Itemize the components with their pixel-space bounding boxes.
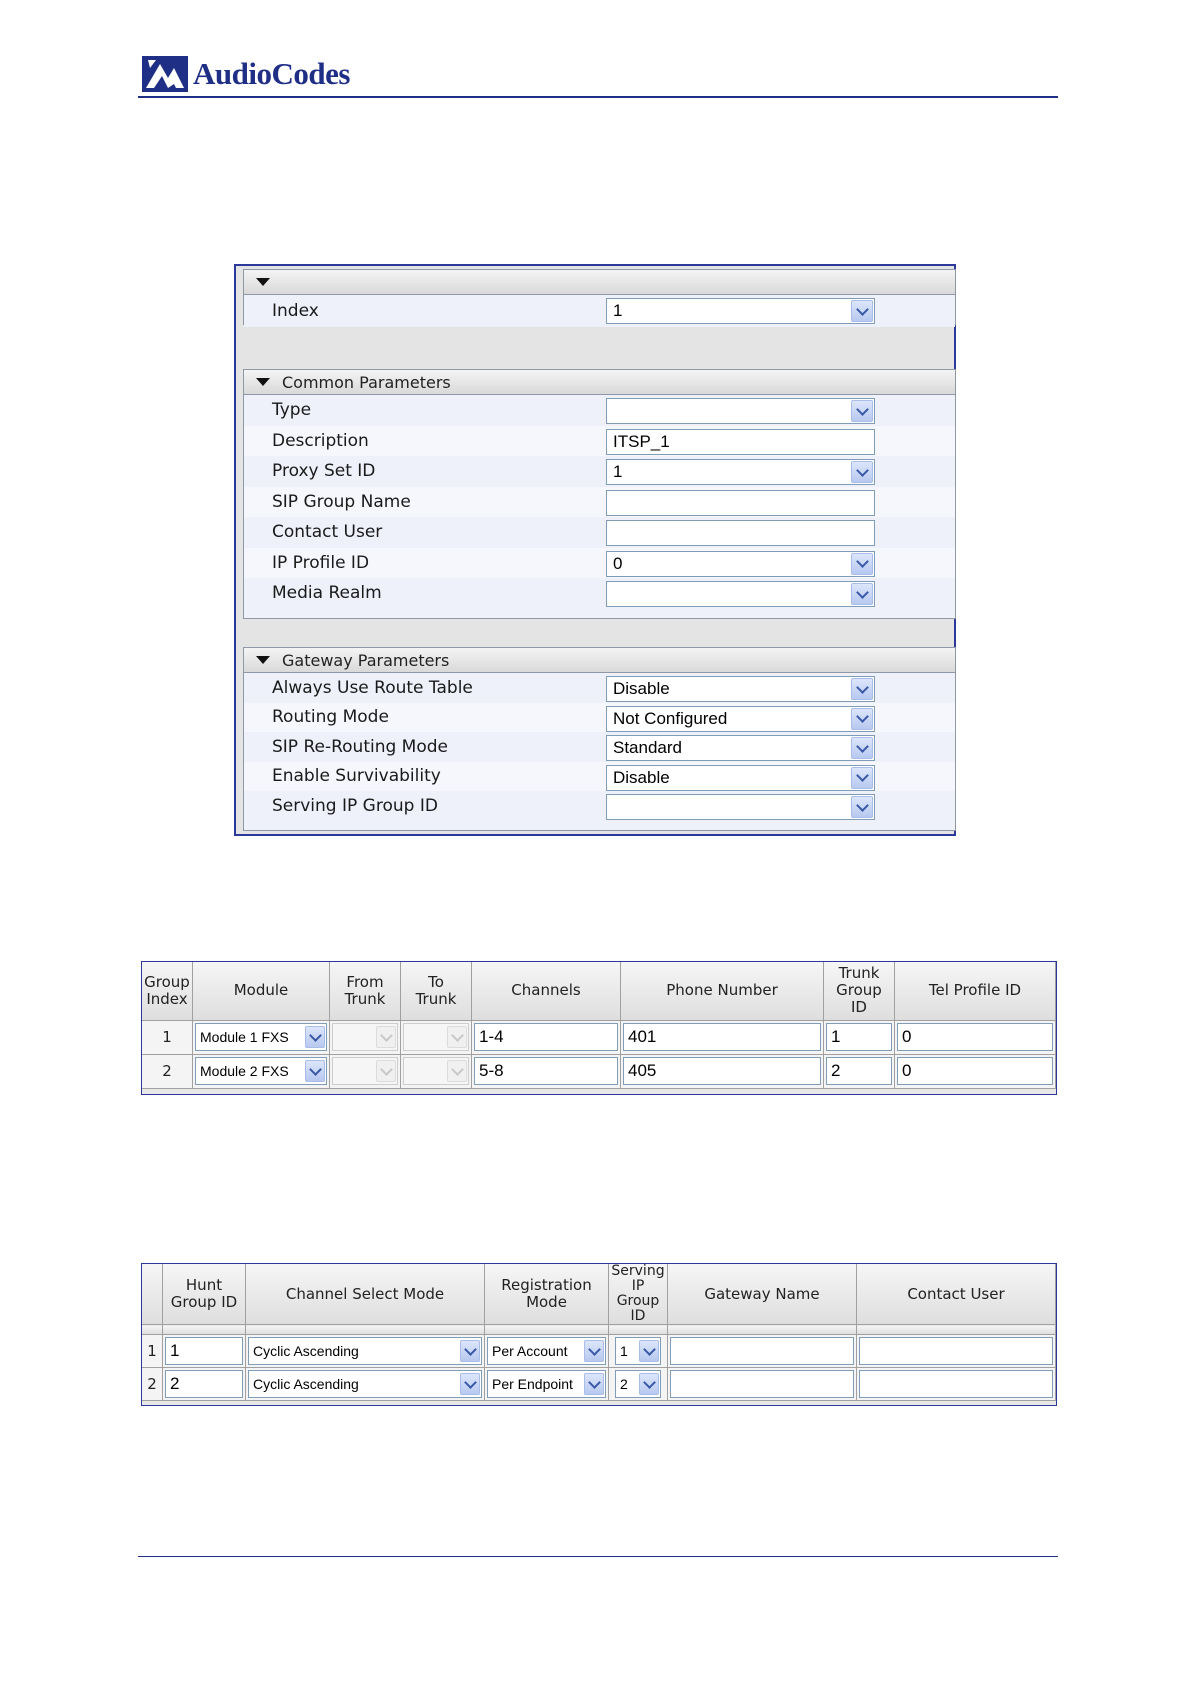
index-select[interactable]: 1 (606, 298, 875, 324)
chevron-down-icon[interactable] (639, 1373, 659, 1395)
contact-user-label: Contact User (272, 522, 383, 543)
collapse-arrow-icon[interactable] (256, 378, 270, 386)
serving-ip-group-select[interactable]: 2 (615, 1370, 661, 1398)
gateway-name-input[interactable] (670, 1370, 854, 1398)
col-registration-mode: Registration Mode (485, 1264, 609, 1325)
brand-name: AudioCodes (193, 56, 350, 91)
col-trunk-group-id: Trunk Group ID (824, 962, 895, 1020)
common-parameters-title: Common Parameters (282, 372, 451, 392)
channel-select-mode-select[interactable]: Cyclic Ascending (248, 1370, 482, 1398)
ip-profile-id-select[interactable]: 0 (606, 551, 875, 577)
contact-user-input[interactable] (859, 1337, 1053, 1365)
proxy-set-id-select[interactable]: 1 (606, 459, 875, 485)
chevron-down-icon[interactable] (305, 1026, 325, 1048)
col-phone-number: Phone Number (621, 962, 824, 1020)
audiocodes-logo-icon (140, 54, 190, 94)
channels-input[interactable]: 5-8 (474, 1057, 618, 1085)
from-trunk-select[interactable] (332, 1057, 398, 1085)
row-number-cell: 1 (142, 1335, 163, 1368)
sip-re-routing-mode-label: SIP Re-Routing Mode (272, 736, 449, 757)
form-row-serving-ip-group-id (244, 791, 955, 821)
ip-group-form-panel (234, 264, 956, 836)
chevron-down-icon[interactable] (851, 400, 873, 422)
common-parameters-header[interactable] (244, 370, 955, 395)
col-serving-ip-group-id: Serving IP Group ID (609, 1264, 668, 1325)
chevron-down-icon[interactable] (851, 300, 873, 322)
form-row-always-use-route-table (244, 673, 955, 703)
footer-rule (138, 1556, 1058, 1557)
form-row-description (244, 426, 955, 457)
tel-profile-id-input[interactable]: 0 (897, 1023, 1053, 1051)
form-row-routing-mode (244, 703, 955, 733)
sip-group-name-label: SIP Group Name (272, 491, 411, 512)
form-row-index (244, 295, 955, 327)
hunt-group-table (141, 1263, 1057, 1406)
description-label: Description (272, 430, 369, 451)
col-module: Module (193, 962, 330, 1020)
enable-survivability-label: Enable Survivability (272, 766, 441, 787)
col-to-trunk: To Trunk (401, 962, 472, 1020)
chevron-down-icon[interactable] (851, 708, 873, 730)
registration-mode-select[interactable]: Per Endpoint (487, 1370, 606, 1398)
col-channel-select-mode: Channel Select Mode (246, 1264, 485, 1325)
index-label: Index (272, 301, 319, 321)
serving-ip-group-id-label: Serving IP Group ID (272, 795, 438, 816)
form-row-proxy-set-id (244, 456, 955, 487)
chevron-down-icon[interactable] (851, 678, 873, 700)
serving-ip-group-select[interactable]: 1 (615, 1337, 661, 1365)
chevron-down-icon[interactable] (376, 1060, 396, 1082)
chevron-down-icon[interactable] (447, 1060, 467, 1082)
to-trunk-select[interactable] (403, 1057, 469, 1085)
index-section (243, 269, 956, 325)
col-row-number (142, 1264, 163, 1325)
common-parameters-section (243, 369, 956, 619)
gateway-parameters-header[interactable] (244, 648, 955, 673)
sip-group-name-input[interactable] (606, 490, 875, 516)
index-section-header[interactable] (244, 270, 955, 295)
from-trunk-select[interactable] (332, 1023, 398, 1051)
type-label: Type (272, 400, 312, 421)
registration-mode-select[interactable]: Per Account (487, 1337, 606, 1365)
collapse-arrow-icon[interactable] (256, 656, 270, 664)
header-rule (138, 96, 1058, 98)
routing-mode-label: Routing Mode (272, 707, 389, 728)
gateway-parameters-title: Gateway Parameters (282, 650, 450, 670)
chevron-down-icon[interactable] (460, 1373, 480, 1395)
col-tel-profile-id: Tel Profile ID (895, 962, 1056, 1020)
col-hunt-group-id: Hunt Group ID (163, 1264, 246, 1325)
description-input[interactable]: ITSP_1 (606, 429, 875, 455)
collapse-arrow-icon[interactable] (256, 278, 270, 286)
chevron-down-icon[interactable] (460, 1340, 480, 1362)
chevron-down-icon[interactable] (851, 796, 873, 818)
gateway-parameters-section (243, 647, 956, 831)
ip-profile-id-label: IP Profile ID (272, 552, 370, 573)
chevron-down-icon[interactable] (851, 767, 873, 789)
serving-ip-group-id-select[interactable] (606, 794, 875, 820)
chevron-down-icon[interactable] (851, 553, 873, 575)
chevron-down-icon[interactable] (851, 737, 873, 759)
chevron-down-icon[interactable] (584, 1340, 604, 1362)
routing-mode-select[interactable]: Not Configured (606, 706, 875, 732)
table-row (142, 1368, 1056, 1401)
chevron-down-icon[interactable] (639, 1340, 659, 1362)
contact-user-input[interactable] (606, 520, 875, 546)
chevron-down-icon[interactable] (584, 1373, 604, 1395)
row-number-cell: 2 (142, 1368, 163, 1401)
audiocodes-logo (140, 54, 350, 94)
sip-re-routing-mode-select[interactable]: Standard (606, 735, 875, 761)
chevron-down-icon[interactable] (305, 1060, 325, 1082)
contact-user-input[interactable] (859, 1370, 1053, 1398)
always-use-route-table-select[interactable]: Disable (606, 676, 875, 702)
form-row-ip-profile-id (244, 548, 955, 579)
chevron-down-icon[interactable] (851, 461, 873, 483)
form-row-enable-survivability (244, 762, 955, 792)
chevron-down-icon[interactable] (851, 583, 873, 605)
table-row (142, 1054, 1056, 1088)
table-row (142, 1020, 1056, 1054)
trunk-group-id-input[interactable]: 1 (826, 1023, 892, 1051)
channel-select-mode-select[interactable]: Cyclic Ascending (248, 1337, 482, 1365)
table-row (142, 1335, 1056, 1368)
to-trunk-select[interactable] (403, 1023, 469, 1051)
proxy-set-id-label: Proxy Set ID (272, 461, 376, 482)
form-row-media-realm (244, 578, 955, 609)
form-row-contact-user (244, 517, 955, 548)
form-row-sip-group-name (244, 487, 955, 518)
phone-number-input[interactable]: 405 (623, 1057, 821, 1085)
type-select[interactable] (606, 398, 875, 424)
tel-profile-id-input[interactable]: 0 (897, 1057, 1053, 1085)
hunt-group-id-input[interactable]: 1 (165, 1337, 243, 1365)
form-row-sip-re-routing-mode (244, 732, 955, 762)
col-group-index: Group Index (142, 962, 193, 1020)
always-use-route-table-label: Always Use Route Table (272, 677, 473, 698)
form-row-type (244, 395, 955, 426)
trunk-group-id-input[interactable]: 2 (826, 1057, 892, 1085)
col-contact-user: Contact User (857, 1264, 1056, 1325)
enable-survivability-select[interactable]: Disable (606, 765, 875, 791)
trunk-group-table (141, 961, 1057, 1095)
phone-number-input[interactable]: 401 (623, 1023, 821, 1051)
group-index-cell: 2 (142, 1054, 193, 1088)
module-select[interactable]: Module 1 FXS (195, 1023, 327, 1051)
channels-input[interactable]: 1-4 (474, 1023, 618, 1051)
gateway-name-input[interactable] (670, 1337, 854, 1365)
col-gateway-name: Gateway Name (668, 1264, 857, 1325)
col-from-trunk: From Trunk (330, 962, 401, 1020)
media-realm-select[interactable] (606, 581, 875, 607)
hunt-group-id-input[interactable]: 2 (165, 1370, 243, 1398)
chevron-down-icon[interactable] (447, 1026, 467, 1048)
chevron-down-icon[interactable] (376, 1026, 396, 1048)
group-index-cell: 1 (142, 1020, 193, 1054)
media-realm-label: Media Realm (272, 583, 382, 604)
col-channels: Channels (472, 962, 621, 1020)
module-select[interactable]: Module 2 FXS (195, 1057, 327, 1085)
